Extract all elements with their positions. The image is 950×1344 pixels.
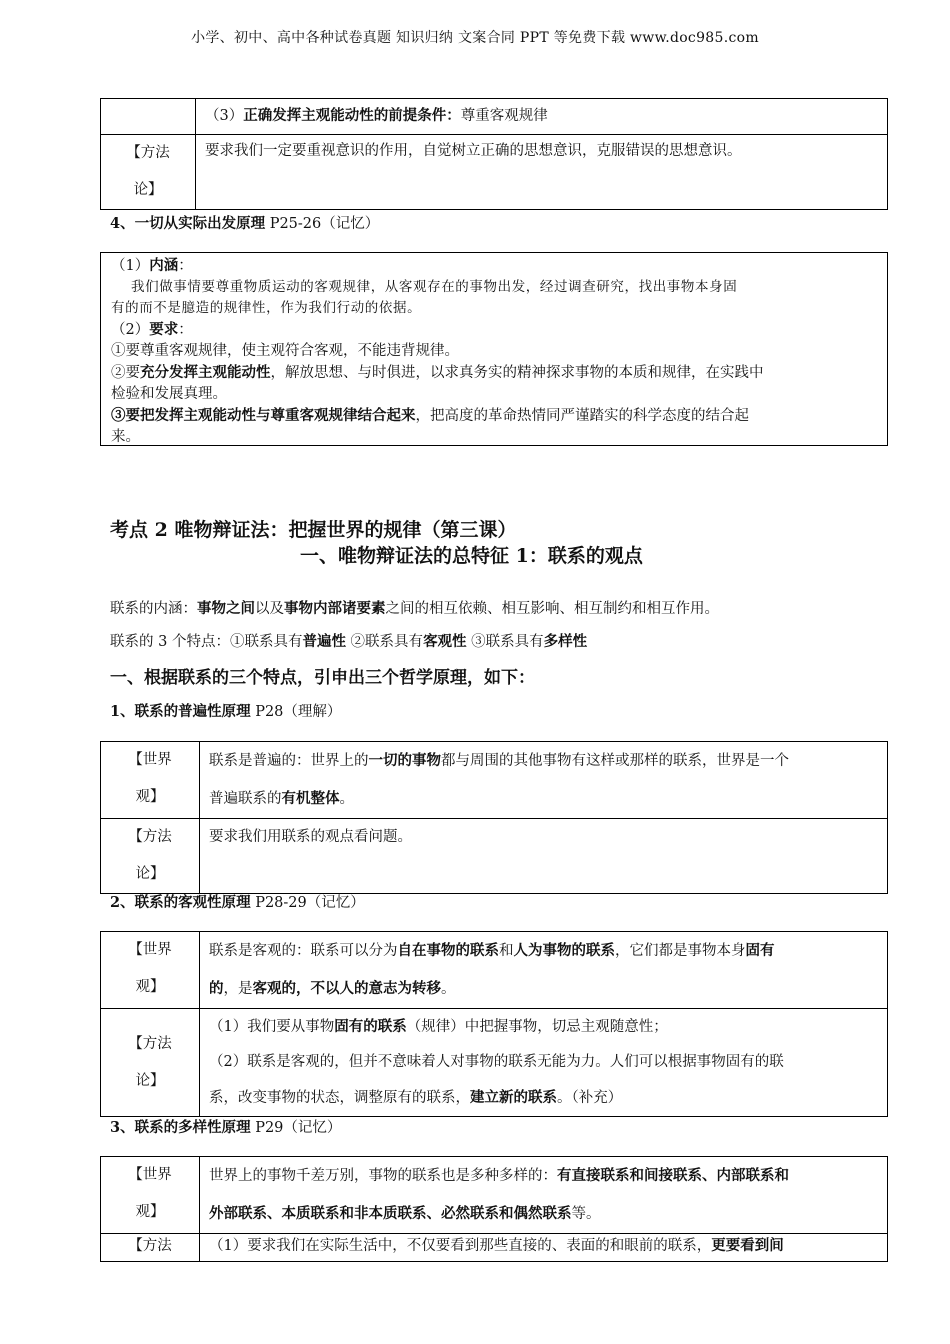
box-line: ①要尊重客观规律，使主观符合客观，不能违背规律。 — [111, 343, 459, 359]
box-line: 有的而不是臆造的规律性，作为我们行动的依据。 — [111, 300, 422, 316]
cell-premise: （3）正确发挥主观能动性的前提条件：尊重客观规律 — [196, 99, 888, 135]
box-line: （2）要求： — [111, 321, 193, 338]
label-methodology: 【方法 论】 — [101, 819, 200, 894]
box-line: 我们做事情要尊重物质运动的客观规律，从客观存在的事物出发，经过调查研究，找出事物本身固 — [131, 279, 738, 295]
table-diversity — [100, 1156, 888, 1262]
box-practical-principle — [100, 252, 888, 446]
label-worldview: 【世界 观】 — [101, 932, 200, 1009]
box-line: ②要充分发挥主观能动性，解放思想、与时俱进，以求真务实的精神探求事物的本质和规律，在实践中 — [111, 364, 764, 381]
box-line: ③要把发挥主观能动性与尊重客观规律结合起来，把高度的革命热情同严谨踏实的科学态度的结合起 — [111, 407, 749, 424]
section-title-4: 4、一切从实际出发原理 P25-26（记忆） — [110, 215, 380, 232]
label-methodology: 【方法 — [101, 1234, 200, 1262]
connection-features: 联系的 3 个特点：①联系具有普遍性 ②联系具有客观性 ③联系具有多样性 — [110, 633, 588, 650]
page-header: 小学、初中、高中各种试卷真题 知识归纳 文案合同 PPT 等免费下载 www.doc985.com — [191, 30, 759, 46]
table-universality — [100, 741, 888, 894]
empty-cell — [101, 99, 196, 135]
section-title-3: 3、联系的多样性原理 P29（记忆） — [110, 1119, 342, 1136]
section-title-1: 1、联系的普遍性原理 P28（理解） — [110, 703, 342, 720]
cell-worldview: 联系是客观的：联系可以分为自在事物的联系和人为事物的联系，它们都是事物本身固有 的，是客观的，不以人的意志为转移。 — [200, 932, 888, 1009]
cell-worldview: 联系是普遍的：世界上的一切的事物都与周围的其他事物有这样或那样的联系，世界是一个 普遍联系的有机整体。 — [200, 742, 888, 819]
cell-methodology: 要求我们一定要重视意识的作用，自觉树立正确的思想意识，克服错误的思想意识。 — [196, 135, 888, 210]
box-line: 来。 — [111, 429, 140, 445]
kaodian-title: 考点 2 唯物辩证法：把握世界的规律（第三课） — [110, 519, 517, 541]
connection-definition: 联系的内涵：事物之间以及事物内部诸要素之间的相互依赖、相互影响、相互制约和相互作用。 — [110, 600, 719, 617]
box-line: 检验和发展真理。 — [111, 386, 227, 402]
section-title-2: 2、联系的客观性原理 P28-29（记忆） — [110, 894, 365, 911]
cell-methodology: 要求我们用联系的观点看问题。 — [200, 819, 888, 894]
table-subjective-initiative — [100, 98, 888, 210]
cell-worldview: 世界上的事物千差万别，事物的联系也是多种多样的：有直接联系和间接联系、内部联系和 外部联系、本质联系和非本质联系、必然联系和偶然联系等。 — [200, 1157, 888, 1234]
label-worldview: 【世界 观】 — [101, 1157, 200, 1234]
kaodian-subtitle: 一、唯物辩证法的总特征 1：联系的观点 — [300, 545, 643, 567]
box-line: （1）内涵： — [111, 257, 193, 274]
cell-methodology: （1）我们要从事物固有的联系（规律）中把握事物，切忌主观随意性； （2）联系是客观的，但并不意味着人对事物的联系无能为力。人们可以根据事物固有的联 系，改变事物的状态，调整原有的联系，建立新的联系。（补充） — [200, 1009, 888, 1117]
three-principles-heading: 一、根据联系的三个特点，引申出三个哲学原理，如下： — [110, 668, 535, 688]
table-objectivity — [100, 931, 888, 1117]
label-methodology: 【方法 论】 — [101, 1009, 200, 1117]
cell-methodology: （1）要求我们在实际生活中，不仅要看到那些直接的、表面的和眼前的联系，更要看到间 — [200, 1234, 888, 1262]
label-worldview: 【世界 观】 — [101, 742, 200, 819]
label-methodology: 【方法 论】 — [101, 135, 196, 210]
